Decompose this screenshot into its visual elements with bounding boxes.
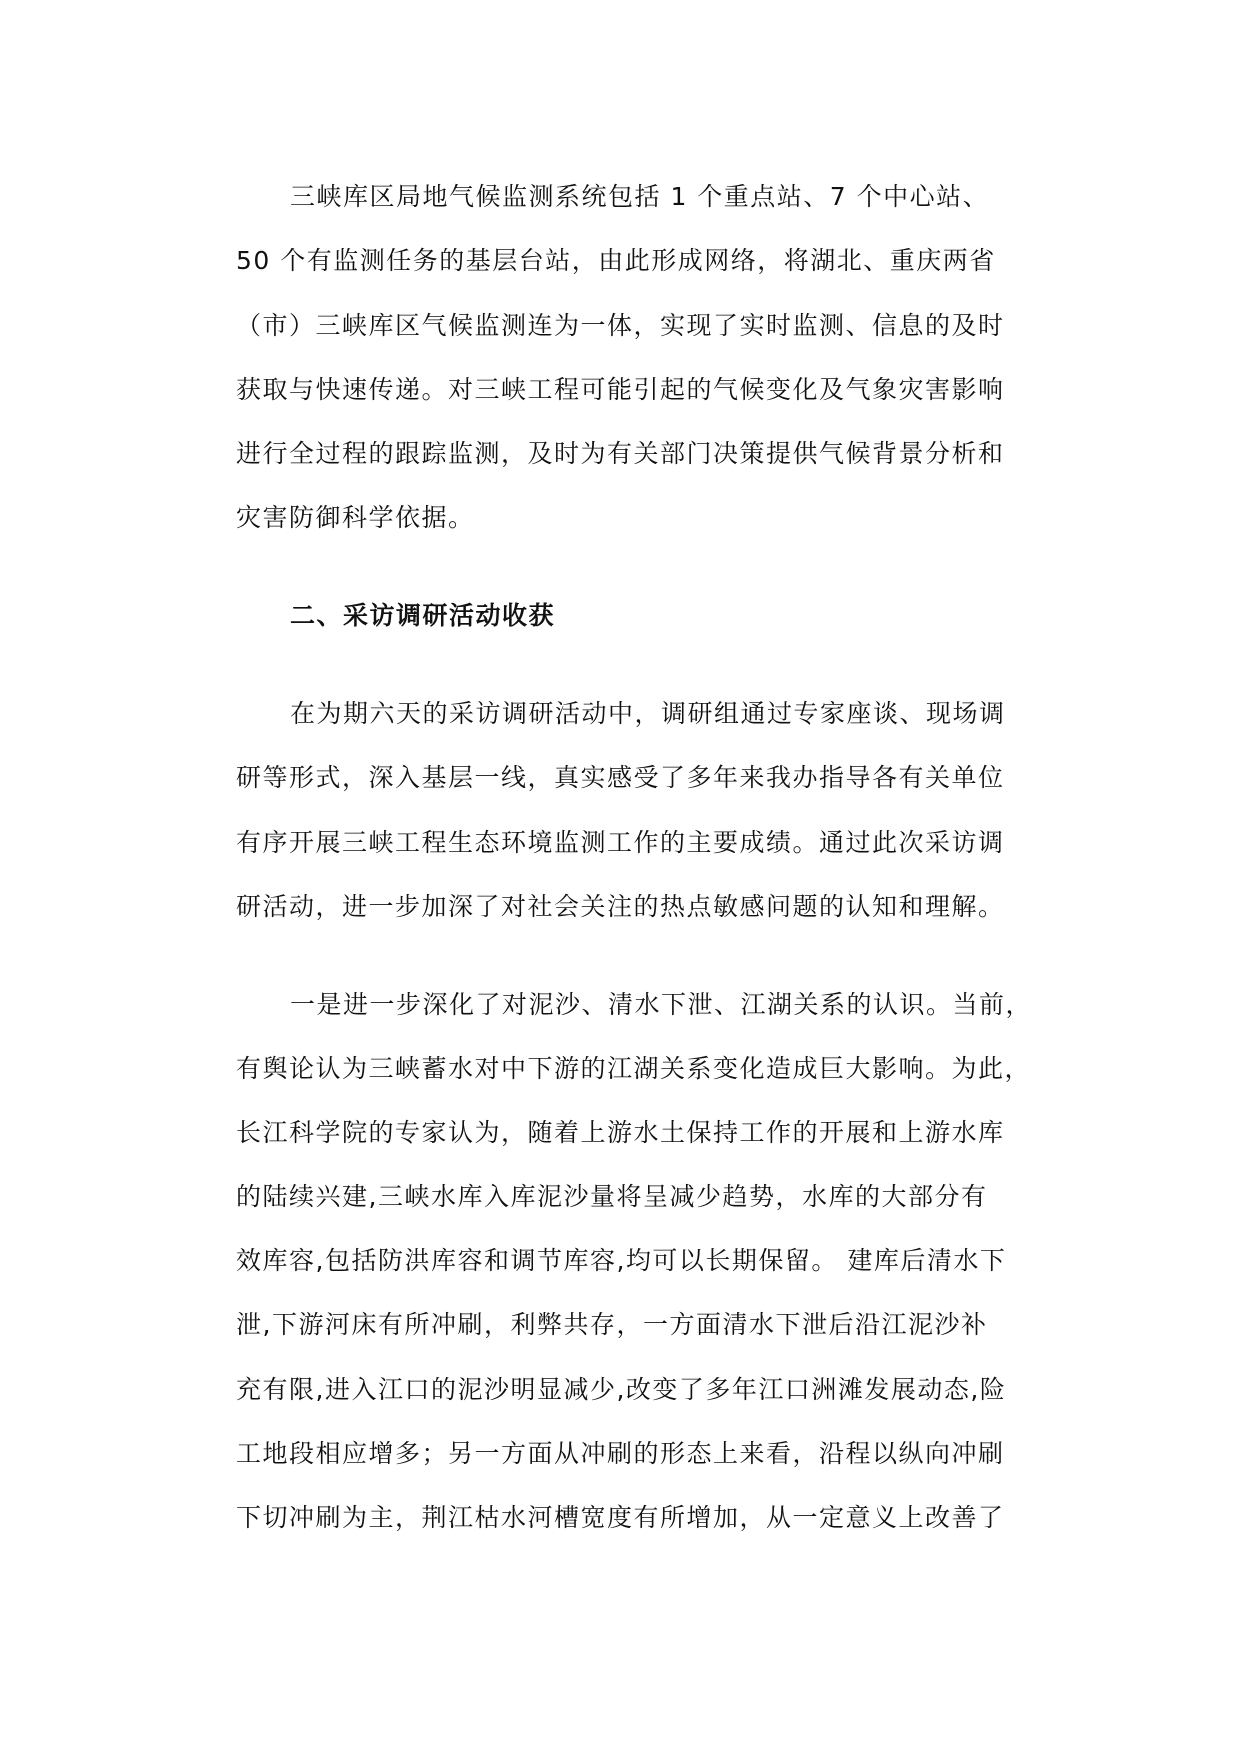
paragraph-line: 的陆续兴建,三峡水库入库泥沙量将呈减少趋势，水库的大部分有: [236, 1182, 988, 1211]
paragraph-line: 充有限,进入江口的泥沙明显减少,改变了多年江口洲滩发展动态,险: [236, 1375, 1007, 1404]
paragraph-line: 效库容,包括防洪库容和调节库容,均可以长期保留。 建库后清水下: [236, 1246, 1007, 1275]
paragraph-line: 灾害防御科学依据。: [236, 503, 475, 532]
paragraph-line: 有序开展三峡工程生态环境监测工作的主要成绩。通过此次采访调: [236, 828, 1005, 857]
paragraph-line: 研活动，进一步加深了对社会关注的热点敏感问题的认知和理解。: [236, 892, 1005, 921]
paragraph-line: 进行全过程的跟踪监测，及时为有关部门决策提供气候背景分析和: [236, 439, 1005, 468]
paragraph-line: （市）三峡库区气候监测连为一体，实现了实时监测、信息的及时: [236, 311, 1005, 340]
paragraph-line: 研等形式，深入基层一线，真实感受了多年来我办指导各有关单位: [236, 763, 1005, 792]
paragraph-line: 在为期六天的采访调研活动中，调研组通过专家座谈、现场调: [290, 699, 1006, 728]
paragraph-line: 50 个有监测任务的基层台站，由此形成网络，将湖北、重庆两省: [236, 246, 996, 275]
paragraph-line: 长江科学院的专家认为，随着上游水土保持工作的开展和上游水库: [236, 1118, 1005, 1147]
paragraph-line: 有舆论认为三峡蓄水对中下游的江湖关系变化造成巨大影响。为此，: [236, 1054, 1032, 1083]
paragraph-line: 获取与快速传递。对三峡工程可能引起的气候变化及气象灾害影响: [236, 375, 1005, 404]
paragraph-line: 泄,下游河床有所冲刷，利弊共存，一方面清水下泄后沿江泥沙补: [236, 1310, 988, 1339]
paragraph-line: 一是进一步深化了对泥沙、清水下泄、江湖关系的认识。当前，: [290, 990, 1033, 1019]
paragraph-line: 三峡库区局地气候监测系统包括 1 个重点站、7 个中心站、: [290, 182, 990, 211]
paragraph-line: 工地段相应增多；另一方面从冲刷的形态上来看，沿程以纵向冲刷: [236, 1439, 1005, 1468]
section-heading: 二、采访调研活动收获: [290, 601, 556, 630]
paragraph-line: 下切冲刷为主，荆江枯水河槽宽度有所增加，从一定意义上改善了: [236, 1503, 1005, 1532]
